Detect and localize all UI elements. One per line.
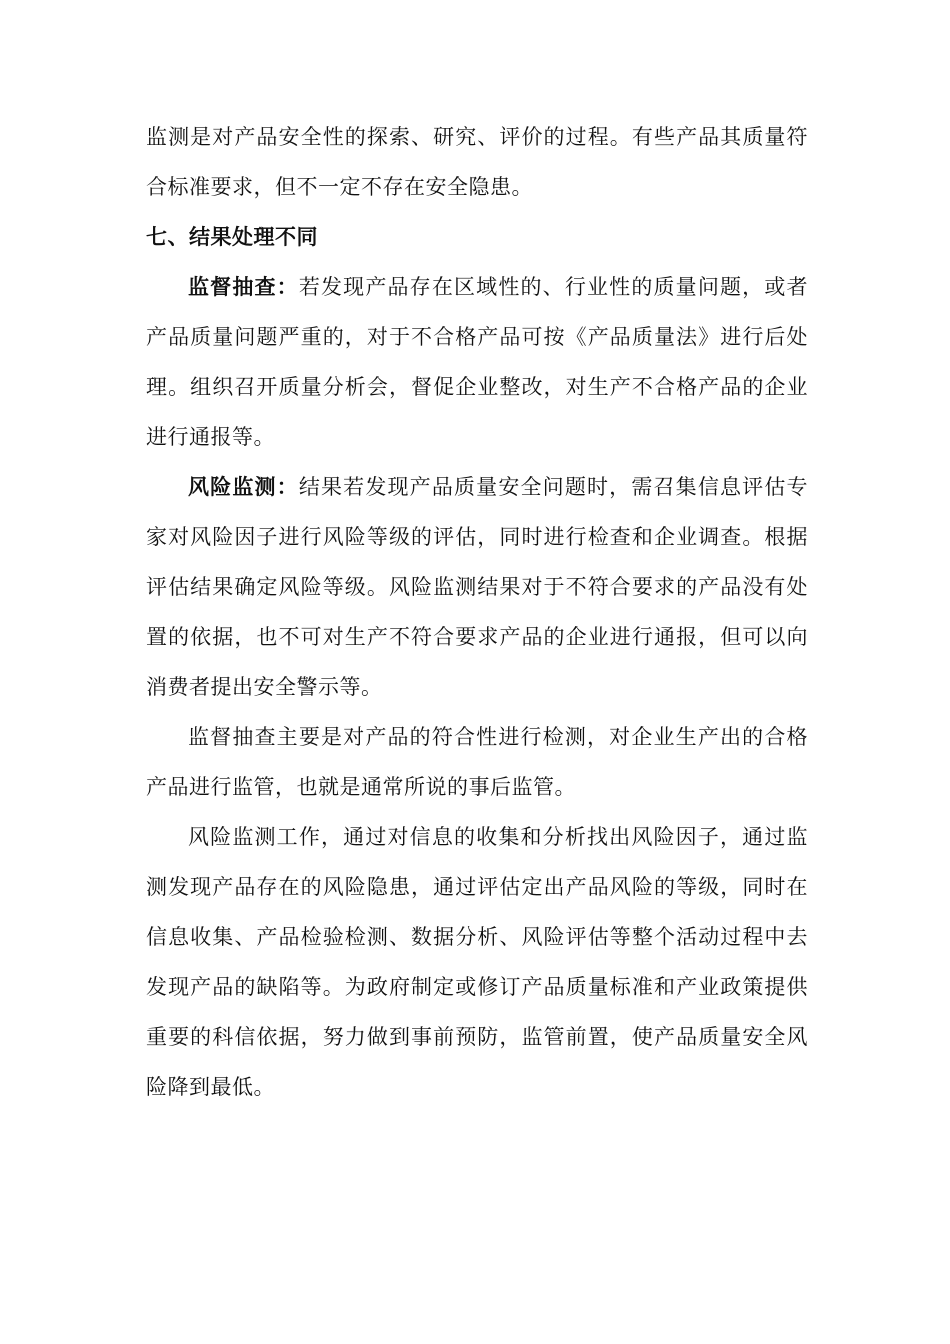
paragraph-risk-result xyxy=(146,462,808,712)
paragraph-risk-summary: 风险监测工作，通过对信息的收集和分析找出风险因子，通过监测发现产品存在的风险隐患，通过评估定出产品风险的等级，同时在信息收集、产品检验检测、数据分析、风险评估等整个活动过程中去发现产品的缺陷等。为政府制定或修订产品质量标准和产业政策提供重要的科信依据，努力做到事前预防，监管前置，使产品质量安全风险降到最低。 xyxy=(146,825,808,1099)
paragraph-monitoring-definition: 监测是对产品安全性的探索、研究、评价的过程。有些产品其质量符合标准要求，但不一定不存在安全隐患。 xyxy=(146,125,808,199)
paragraph-body-risk: 结果若发现产品质量安全问题时，需召集信息评估专家对风险因子进行风险等级的评估，同时进行检查和企业调查。根据评估结果确定风险等级。风险监测结果对于不符合要求的产品没有处置的依据，也不可对生产不符合要求产品的企业进行通报，但可以向消费者提出安全警示等。 xyxy=(146,475,809,699)
paragraph-supervision-result xyxy=(146,262,808,462)
paragraph-supervision-summary: 监督抽查主要是对产品的符合性进行检测，对企业生产出的合格产品进行监管，也就是通常所说的事后监管。 xyxy=(146,725,808,799)
paragraph-body-supervision: 若发现产品存在区域性的、行业性的质量问题，或者产品质量问题严重的，对于不合格产品可按《产品质量法》进行后处理。组织召开质量分析会，督促企业整改，对生产不合格产品的企业进行通报等。 xyxy=(146,275,809,449)
paragraph-lead-supervision: 监督抽查： xyxy=(188,275,299,299)
document-page xyxy=(146,112,808,1112)
paragraph-lead-risk: 风险监测： xyxy=(188,475,299,499)
section-heading-7: 七、结果处理不同 xyxy=(146,225,318,249)
